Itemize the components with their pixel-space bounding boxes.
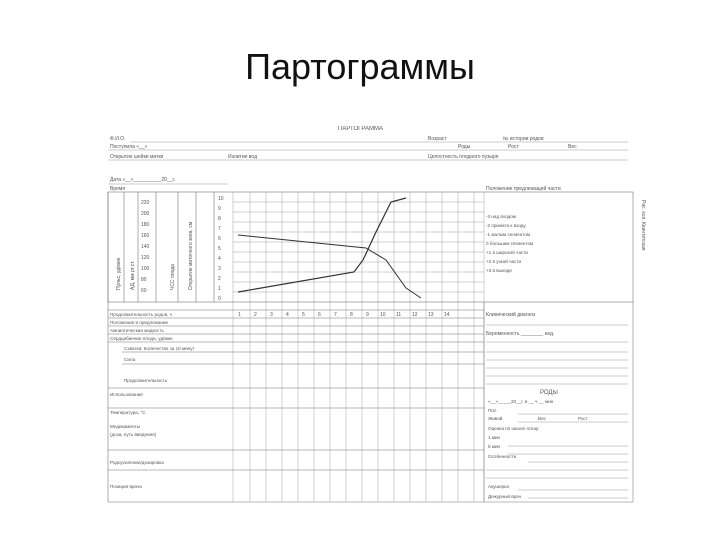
births-title: РОДЫ xyxy=(540,390,558,396)
row-amniotic: Амниотическая жидкость xyxy=(110,328,164,333)
births-alive: Живой xyxy=(488,416,503,421)
hour-5: 5 xyxy=(302,312,305,318)
births-1min: 1 мин xyxy=(488,435,501,440)
time-label: Время xyxy=(110,186,126,192)
births-date: «__»_____20__г. в __ ч __ мин xyxy=(488,399,554,404)
hour-9: 9 xyxy=(366,312,369,318)
scale-right-9: 9 xyxy=(218,206,221,212)
side-label: Рис. кол. Квинтетская xyxy=(640,200,646,251)
slide-title: Партограммы xyxy=(245,46,475,87)
pregnancy-line: Беременность ________ нед. xyxy=(486,331,555,337)
scale-left-220: 220 xyxy=(141,200,150,206)
position-level-7: +3 в выходе xyxy=(486,268,512,273)
scale-right-3: 3 xyxy=(218,266,221,272)
scale-right-6: 6 xyxy=(218,236,221,242)
position-level-6: +2 в узкой части xyxy=(486,259,522,264)
header-line2-a: Поступила «__» xyxy=(110,144,148,150)
births-height: Рост xyxy=(578,416,588,421)
signature-doctor: Дежурный врач xyxy=(488,494,522,499)
vlabel-bp: АД, мм рт.ст. xyxy=(130,260,136,290)
hour-13: 13 xyxy=(428,312,434,318)
vlabel-fhr: ЧСС плода xyxy=(170,264,176,290)
scale-right-8: 8 xyxy=(218,216,221,222)
header-line3-a: Открытие шейки матки xyxy=(110,154,164,160)
hour-6: 6 xyxy=(318,312,321,318)
scale-right-10: 10 xyxy=(218,196,224,202)
scale-left-120: 120 xyxy=(141,255,150,261)
position-level-3: -1 малым сегментом xyxy=(486,232,531,237)
header-line2-d: Вес xyxy=(568,144,577,150)
position-level-1: -3 над входом xyxy=(486,214,516,219)
hour-10: 10 xyxy=(380,312,386,318)
header-line3-c: Целостность плодного пузыря xyxy=(428,154,499,160)
hour-8: 8 xyxy=(350,312,353,318)
row-temperature: Температура, °С xyxy=(110,410,146,415)
scale-left-60: 60 xyxy=(141,288,147,294)
hour-11: 11 xyxy=(396,312,402,318)
scale-left-100: 100 xyxy=(141,266,150,272)
births-weight: Вес xyxy=(538,416,546,421)
vlabel-dilation: Открытие маточного зева, см xyxy=(188,221,194,290)
position-level-5: +1 в широкой части xyxy=(486,250,528,255)
scale-left-200: 200 xyxy=(141,211,150,217)
scale-left-180: 180 xyxy=(141,222,150,228)
scale-right-0: 0 xyxy=(218,296,221,302)
births-apgar: Оценка по шкале Апгар xyxy=(488,426,539,431)
signature-midwife: Акушерка xyxy=(488,484,509,489)
hour-1: 1 xyxy=(238,312,241,318)
scale-left-160: 160 xyxy=(141,233,150,239)
row-augmentation: Родоусиление/дозировка xyxy=(110,460,164,465)
position-level-4: 0 большим сегментом xyxy=(486,241,534,246)
births-5min: 5 мин xyxy=(488,444,501,449)
scale-left-80: 80 xyxy=(141,277,147,283)
clinical-title: Клинический диагноз xyxy=(486,312,536,318)
header-line2-c: Рост xyxy=(508,144,519,150)
row-duration: Продолжительность родов, ч xyxy=(110,312,173,317)
scale-right-7: 7 xyxy=(218,226,221,232)
hour-7: 7 xyxy=(334,312,337,318)
position-header: Положение предлежащей части xyxy=(486,186,561,192)
header-lines xyxy=(108,142,628,184)
row-medications-dose: (доза, путь введения) xyxy=(110,432,157,437)
hour-3: 3 xyxy=(270,312,273,318)
scale-right-2: 2 xyxy=(218,276,221,282)
scale-left-140: 140 xyxy=(141,244,150,250)
row-strength: Сила xyxy=(124,357,136,362)
header-line1-a: Ф.И.О. xyxy=(110,136,126,142)
births-sex: Пол xyxy=(488,408,497,413)
vlabel-pulse: Пульс, уд/мин xyxy=(116,257,122,290)
row-contraction-duration: Продолжительность xyxy=(124,378,168,383)
row-doctor: Позиция врача xyxy=(110,484,142,489)
scale-right-5: 5 xyxy=(218,246,221,252)
hour-12: 12 xyxy=(412,312,418,318)
row-medications: Медикаменты xyxy=(110,424,140,429)
row-use: Использование xyxy=(110,392,143,397)
header-line2-b: Роды xyxy=(458,144,471,150)
header-line1-b: Возраст xyxy=(428,136,447,142)
date-line: Дата «__»__________20__г. xyxy=(110,177,176,183)
row-fhr: Сердцебиение плода, уд/мин xyxy=(110,336,173,341)
partogram-form-image xyxy=(108,120,646,505)
header-line1-c: № истории родов xyxy=(503,136,544,142)
header-line3-b: Излитие вод xyxy=(228,154,257,160)
hour-14: 14 xyxy=(444,312,450,318)
row-presentation: Положение и предлежание xyxy=(110,320,169,325)
form-header: ПАРТОГРАММА xyxy=(338,126,383,132)
right-block-lines xyxy=(486,325,628,498)
scale-right-4: 4 xyxy=(218,256,221,262)
hour-2: 2 xyxy=(254,312,257,318)
hour-4: 4 xyxy=(286,312,289,318)
births-notes: Особенности xyxy=(488,454,517,459)
row-contractions: Схватки: Количество за 10 минут xyxy=(124,346,195,351)
descent-curve xyxy=(238,235,421,298)
scale-right-1: 1 xyxy=(218,286,221,292)
position-level-2: -2 прижата к входу xyxy=(486,223,526,228)
